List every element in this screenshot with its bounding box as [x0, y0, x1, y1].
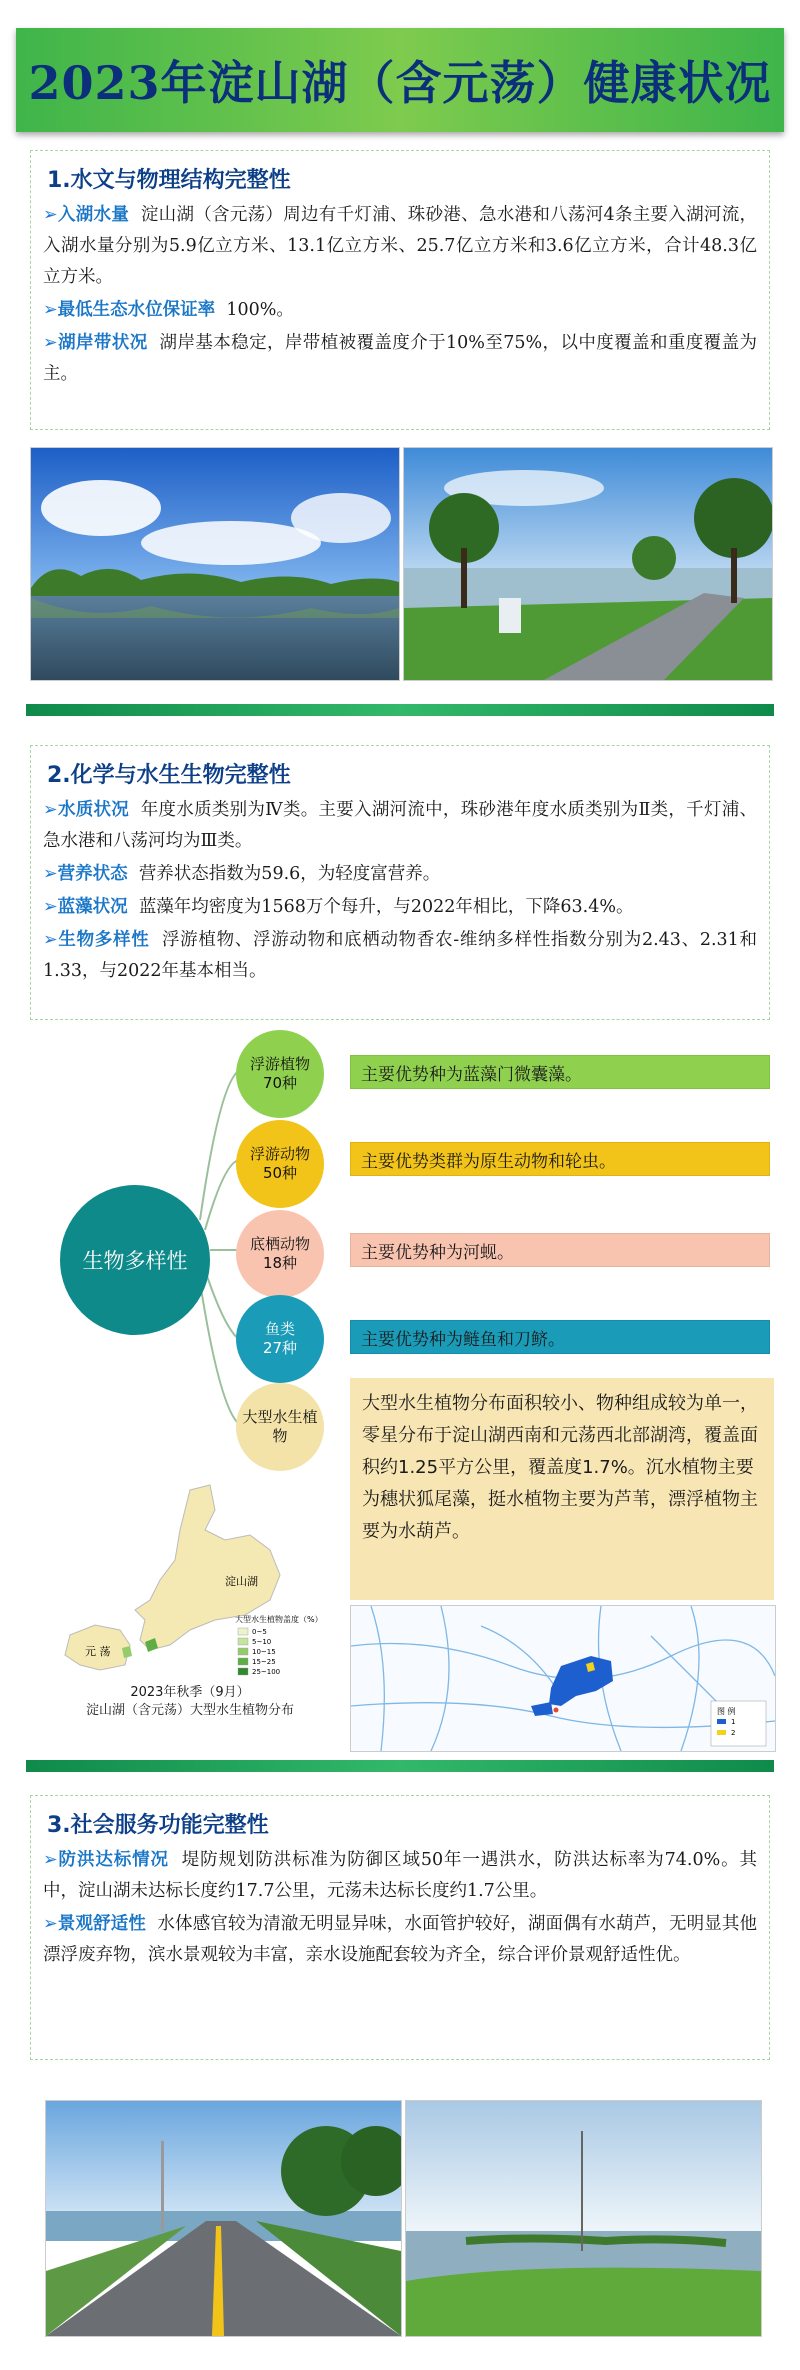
lake-photo-1	[30, 447, 400, 681]
bullet-arrow-icon: ➢	[43, 1850, 58, 1870]
wetland-photo	[405, 2100, 762, 2337]
road-photo	[45, 2100, 402, 2337]
item-water-quality: ➢水质状况 年度水质类别为Ⅳ类。主要入湖河流中，珠砂港年度水质类别为Ⅱ类，千灯浦、急水港和八荡河均为Ⅲ类。	[43, 800, 758, 851]
item-flood-control: ➢防洪达标情况 堤防规划防洪标准为防御区域50年一遇洪水，防洪达标率为74.0%。其中，淀山湖未达标长度约17.7公里，元荡未达标长度约1.7公里。	[43, 1850, 757, 1901]
section-hydrology	[30, 150, 770, 430]
svg-text:1: 1	[731, 1718, 736, 1726]
bar-fish: 主要优势种为鲢鱼和刀鲚。	[350, 1320, 770, 1354]
map-lake-label: 淀山湖	[225, 1575, 258, 1588]
circle-phytoplankton: 浮游植物 70种	[236, 1030, 324, 1118]
item-inflow: ➢入湖水量 淀山湖（含元荡）周边有千灯浦、珠砂港、急水港和八荡河4条主要入湖河流，入湖水量分别为5.9亿立方米、13.1亿立方米、25.7亿立方米和3.6亿立方米，合计48.3亿立方米。	[43, 205, 757, 287]
circle-zooplankton: 浮游动物 50种	[236, 1120, 324, 1208]
svg-text:15~25: 15~25	[252, 1658, 276, 1666]
section-heading: 1.水文与物理结构完整性	[47, 168, 291, 193]
svg-text:2: 2	[731, 1729, 736, 1737]
item-eco-level: ➢最低生态水位保证率 100%。	[43, 300, 294, 320]
section-social-service	[30, 1795, 770, 2060]
bar-zooplankton: 主要优势类群为原生动物和轮虫。	[350, 1142, 770, 1176]
page-title: 2023年淀山湖（含元荡）健康状况	[28, 56, 772, 110]
biodiversity-center: 生物多样性	[60, 1185, 210, 1335]
item-shore: ➢湖岸带状况 湖岸基本稳定，岸带植被覆盖度介于10%至75%，以中度覆盖和重度覆盖为主。	[43, 333, 757, 384]
item-algae: ➢蓝藻状况 蓝藻年均密度为1568万个每升，与2022年相比，下降63.4%。	[43, 897, 634, 917]
svg-text:0~5: 0~5	[252, 1628, 267, 1636]
bullet-arrow-icon: ➢	[43, 333, 58, 353]
circle-fish: 鱼类 27种	[236, 1295, 324, 1383]
svg-text:10~15: 10~15	[252, 1648, 276, 1656]
map2-legend-title: 图 例	[717, 1707, 736, 1716]
bar-phytoplankton: 主要优势种为蓝藻门微囊藻。	[350, 1055, 770, 1089]
title-banner	[16, 28, 784, 132]
section-heading: 2.化学与水生生物完整性	[47, 763, 291, 788]
item-biodiversity: ➢生物多样性 浮游植物、浮游动物和底栖动物香农-维纳多样性指数分别为2.43、2.31和1.33，与2022年基本相当。	[43, 930, 758, 981]
item-landscape: ➢景观舒适性 水体感官较为清澈无明显异味，水面管护较好，湖面偶有水葫芦，无明显其他漂浮废弃物，滨水景观较为丰富，亲水设施配套较为齐全，综合评价景观舒适性优。	[43, 1914, 757, 1965]
lake-photo-2	[403, 447, 773, 681]
macrophyte-description: 大型水生植物分布面积较小、物种组成较为单一，零星分布于淀山湖西南和元荡西北部湖湾，覆盖面积约1.25平方公里，覆盖度1.7%。沉水植物主要为穗状狐尾藻，挺水植物主要为芦苇，漂浮植物主要为水葫芦。	[350, 1378, 774, 1600]
bullet-arrow-icon: ➢	[43, 800, 58, 820]
svg-text:25~100: 25~100	[252, 1668, 281, 1676]
map-caption: 2023年秋季（9月） 淀山湖（含元荡）大型水生植物分布	[85, 1685, 294, 1718]
map-legend-title: 大型水生植物盖度（%）	[235, 1615, 323, 1624]
bullet-arrow-icon: ➢	[43, 300, 58, 320]
bullet-arrow-icon: ➢	[43, 897, 58, 917]
macrophyte-map	[40, 1470, 340, 1725]
bullet-arrow-icon: ➢	[43, 1914, 58, 1934]
section-divider	[26, 704, 774, 716]
circle-benthos: 底栖动物 18种	[236, 1210, 324, 1298]
circle-macrophyte: 大型水生植物	[236, 1383, 324, 1471]
section-chemistry-biology	[30, 745, 770, 1020]
svg-text:5~10: 5~10	[252, 1638, 272, 1646]
map-yuandang-label: 元 荡	[85, 1645, 111, 1658]
water-system-map	[350, 1605, 776, 1752]
section-heading: 3.社会服务功能完整性	[47, 1813, 269, 1838]
bullet-arrow-icon: ➢	[43, 930, 58, 950]
section-divider	[26, 1760, 774, 1772]
bullet-arrow-icon: ➢	[43, 205, 58, 225]
bullet-arrow-icon: ➢	[43, 864, 58, 884]
bar-benthos: 主要优势种为河蚬。	[350, 1233, 770, 1267]
item-nutrient: ➢营养状态 营养状态指数为59.6，为轻度富营养。	[43, 864, 441, 884]
